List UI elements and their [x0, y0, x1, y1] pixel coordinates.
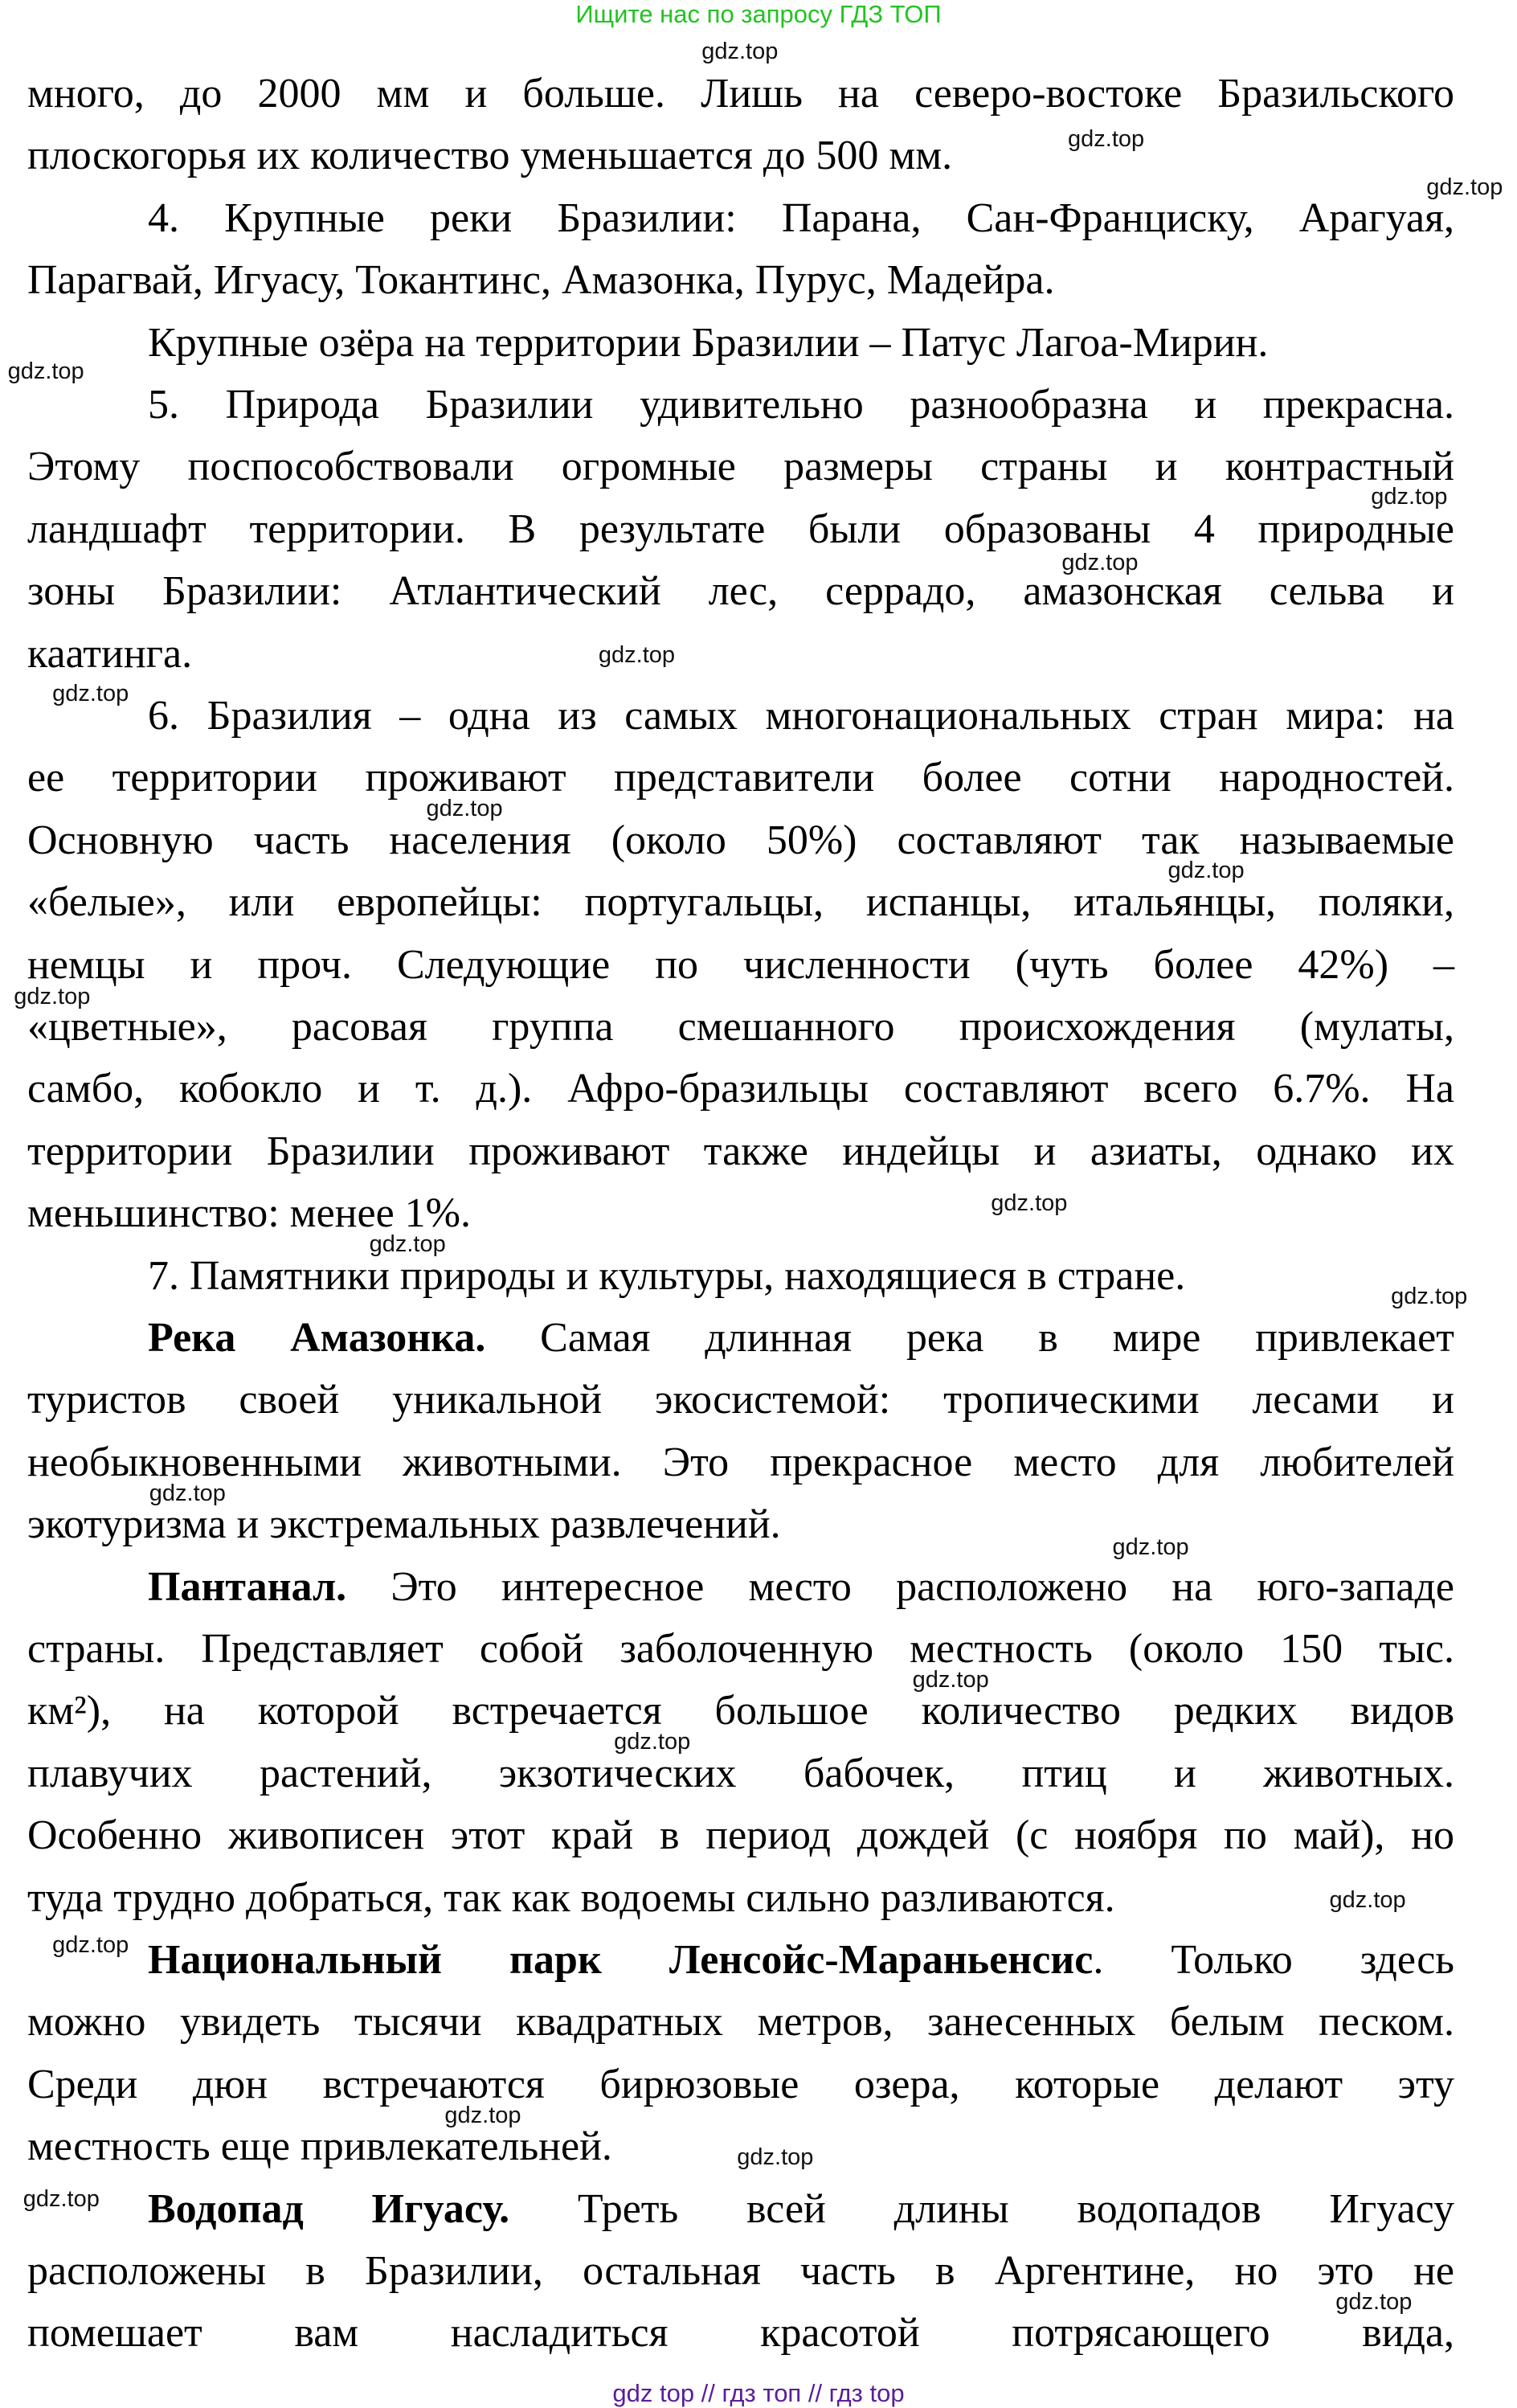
- text-line: [27, 2309, 1454, 2357]
- text-line: [27, 256, 1454, 305]
- text-line: [27, 506, 1454, 554]
- text-segment: туда трудно добраться, так как водоемы сильно разливаются.: [27, 1874, 1115, 1921]
- text-line: [27, 754, 1454, 802]
- text-line: [27, 1750, 1454, 1798]
- text-line: [148, 1314, 1454, 1362]
- text-line: [27, 1625, 1454, 1673]
- text-segment: 7. Памятники природы и культуры, находящиеся в стране.: [148, 1252, 1186, 1299]
- search-banner: Ищите нас по запросу ГДЗ ТОП: [575, 0, 942, 28]
- text-line: [148, 195, 1454, 243]
- watermark: gdz.top: [737, 2144, 814, 2170]
- text-segment: много, до 2000 мм и больше. Лишь на северо-востоке Бразильского: [27, 71, 1454, 117]
- text-segment: Парагвай, Игуасу, Токантинс, Амазонка, Пурус, Мадейра.: [27, 257, 1055, 304]
- bold-heading: Национальный парк Ленсойс-Мараньенсис: [148, 1937, 1094, 1983]
- watermark: gdz.top: [614, 1728, 691, 1755]
- text-line: [148, 692, 1454, 740]
- text-line: [27, 1190, 1454, 1238]
- text-segment: можно увидеть тысячи квадратных метров, занесенных белым песком.: [27, 1999, 1454, 2046]
- text-line: [27, 132, 1454, 180]
- bold-heading: Пантанал.: [148, 1563, 347, 1610]
- text-segment: плавучих растений, экзотических бабочек, птиц и животных.: [27, 1750, 1454, 1796]
- text-segment: туристов своей уникальной экосистемой: тропическими лесами и: [27, 1377, 1454, 1423]
- watermark: gdz.top: [1068, 126, 1145, 153]
- text-segment: Основную часть населения (около 50%) составляют так называемые: [27, 817, 1454, 863]
- text-segment: «белые», или европейцы: португальцы, испанцы, итальянцы, поляки,: [27, 879, 1454, 926]
- text-segment: 4. Крупные реки Бразилии: Парана, Сан-Франциску, Арагуая,: [148, 195, 1454, 241]
- text-line: [148, 2185, 1454, 2234]
- watermark: gdz.top: [1371, 483, 1448, 510]
- text-segment: Это интересное место расположено на юго-западе: [346, 1563, 1454, 1610]
- text-line: [27, 941, 1454, 989]
- watermark: gdz.top: [52, 680, 129, 706]
- text-segment: Особенно живописен этот край в период дождей (с ноября по май), но: [27, 1812, 1454, 1859]
- watermark: gdz.top: [149, 1480, 226, 1507]
- watermark: gdz.top: [369, 1231, 446, 1258]
- text-line: [27, 70, 1454, 118]
- watermark: gdz.top: [1167, 857, 1245, 883]
- text-line: [148, 1936, 1454, 1984]
- text-line: [27, 1874, 1454, 1923]
- text-line: [27, 1439, 1454, 1487]
- text-line: [27, 630, 1454, 678]
- text-segment: «цветные», расовая группа смешанного происхождения (мулаты,: [27, 1004, 1454, 1050]
- text-line: [27, 878, 1454, 927]
- text-line: [27, 1998, 1454, 2046]
- text-segment: расположены в Бразилии, остальная часть в Аргентине, но это не: [27, 2248, 1454, 2294]
- watermark: gdz.top: [1329, 1887, 1406, 1914]
- watermark: gdz.top: [1335, 2288, 1413, 2315]
- text-segment: местность еще привлекательней.: [27, 2123, 612, 2170]
- watermark: gdz.top: [912, 1667, 989, 1693]
- text-line: [27, 443, 1454, 491]
- text-line: [148, 1563, 1454, 1611]
- footer-watermark: gdz top // гдз топ // гдз top: [612, 2379, 905, 2407]
- text-line: [27, 1501, 1454, 1549]
- text-line: [27, 2247, 1454, 2295]
- watermark: gdz.top: [1112, 1534, 1189, 1561]
- watermark: gdz.top: [52, 1931, 129, 1958]
- text-segment: ее территории проживают представители более сотни народностей.: [27, 755, 1454, 801]
- text-segment: каатинга.: [27, 630, 193, 677]
- watermark: gdz.top: [426, 796, 503, 822]
- text-segment: Самая длинная река в мире привлекает: [485, 1315, 1454, 1361]
- text-segment: 6. Бразилия – одна из самых многонациональных стран мира: на: [148, 693, 1454, 739]
- text-line: [148, 1252, 1454, 1300]
- text-line: [27, 1128, 1454, 1176]
- watermark: gdz.top: [14, 983, 91, 1009]
- text-segment: Крупные озёра на территории Бразилии – Патус Лагоа-Мирин.: [148, 319, 1269, 366]
- text-segment: помешает вам насладиться красотой потрясающего вида,: [27, 2310, 1454, 2357]
- text-line: [27, 1812, 1454, 1860]
- watermark: gdz.top: [7, 358, 84, 385]
- text-segment: Среди дюн встречаются бирюзовые озера, которые делают эту: [27, 2061, 1454, 2107]
- text-line: [27, 567, 1454, 616]
- text-line: [148, 319, 1454, 367]
- text-segment: немцы и проч. Следующие по численности (чуть более 42%) –: [27, 941, 1454, 988]
- watermark: gdz.top: [1061, 549, 1139, 575]
- text-segment: Треть всей длины водопадов Игуасу: [509, 2185, 1455, 2232]
- text-line: [27, 2061, 1454, 2109]
- text-segment: 5. Природа Бразилии удивительно разнообразна и прекрасна.: [148, 382, 1454, 428]
- watermark: gdz.top: [1391, 1284, 1468, 1310]
- text-line: [27, 1003, 1454, 1051]
- text-segment: страны. Представляет собой заболоченную местность (около 150 тыс.: [27, 1626, 1454, 1672]
- text-line: [27, 1687, 1454, 1735]
- text-line: [148, 381, 1454, 429]
- watermark: gdz.top: [598, 641, 676, 668]
- text-segment: . Только здесь: [1093, 1937, 1454, 1983]
- watermark: gdz.top: [701, 39, 779, 65]
- text-segment: экотуризма и экстремальных развлечений.: [27, 1501, 781, 1548]
- text-segment: плоскогорья их количество уменьшается до 500 мм.: [27, 133, 953, 179]
- text-segment: км²), на которой встречается большое количество редких видов: [27, 1688, 1454, 1734]
- text-segment: территории Бразилии проживают также индейцы и азиаты, однако их: [27, 1128, 1454, 1174]
- text-line: [27, 1376, 1454, 1424]
- watermark: gdz.top: [1426, 174, 1503, 200]
- watermark: gdz.top: [991, 1190, 1068, 1216]
- bold-heading: Река Амазонка.: [148, 1315, 486, 1361]
- text-segment: меньшинство: менее 1%.: [27, 1190, 471, 1237]
- text-segment: необыкновенными животными. Это прекрасное место для любителей: [27, 1439, 1454, 1485]
- bold-heading: Водопад Игуасу.: [148, 2185, 510, 2232]
- text-segment: самбо, кобокло и т. д.). Афро-бразильцы составляют всего 6.7%. На: [27, 1066, 1454, 1112]
- watermark: gdz.top: [22, 2185, 100, 2212]
- text-segment: ландшафт территории. В результате были образованы 4 природные: [27, 506, 1454, 552]
- text-segment: зоны Бразилии: Атлантический лес, серрадо, амазонская сельва и: [27, 568, 1454, 615]
- text-segment: Этому поспособствовали огромные размеры страны и контрастный: [27, 444, 1454, 490]
- text-line: [27, 1065, 1454, 1113]
- watermark: gdz.top: [444, 2103, 521, 2129]
